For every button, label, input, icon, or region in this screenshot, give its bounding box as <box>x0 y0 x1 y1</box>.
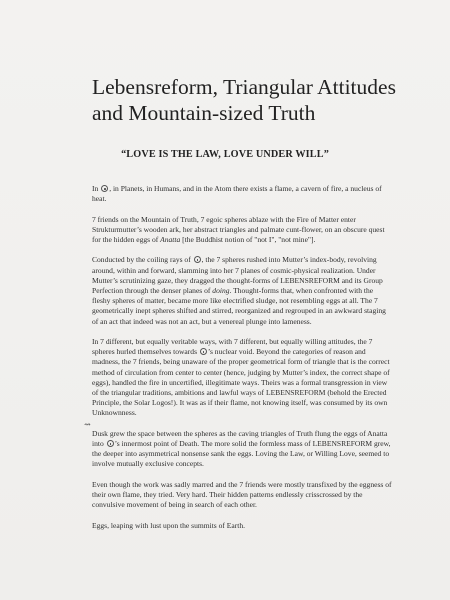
paragraph-5: Dusk grew the space between the spheres as the caving triangles of Truth flung the eggs of Anatta into ’s innermost point of Death. The more solid the formless mass of LEBENSREFORM grew, the deeper into asymmetrical nonsense sank the eggs. Loving the Law, or Willing Love, seemed to involve mutually exclusive concepts. <box>92 428 391 469</box>
sun-icon <box>194 256 201 263</box>
paragraph-3: Conducted by the coiling rays of , the 7 spheres rushed into Mutter’s index-body, revolving around, within and forward, slamming into her 7 planes of cosmic-physical realization. Under Mutter’s scrutinizing gaze, they dragged the thought-forms of LEBENSREFORM and its Group Perfection through the denser planes of doing. Thought-forms that, when confronted with the fleshy spheres of matter, became more like electrified sludge, not resembling eggs at all. The 7 geometrically inept spheres shifted and stirred, reorganized and regrouped in an awkward staging of an act that indeed was not an act, but a venereal plunge into lameness. <box>92 255 386 326</box>
sun-icon <box>107 440 114 447</box>
paragraph-1: In , in Planets, in Humans, and in the Atom there exists a flame, a cavern of fire, a nucleus of heat. <box>92 184 382 204</box>
sun-icon <box>101 185 108 192</box>
document-title: Lebensreform, Triangular Attitudes and Mountain-sized Truth <box>92 75 396 125</box>
paragraph-4: In 7 different, but equally veritable ways, with 7 different, but equally willing attitudes, the 7 spheres hurled themselves towards ’s nuclear void. Beyond the categories of reason and madness, the 7 friends, being unaware of the proper geometrical form of triangle that is the correct method of circulation from center to center (hence, judging by Mutter’s index, the correct shape of eggs), handled the fire in uncertified, illegitimate ways. Theirs was a formal transgression in view of the triangular traditions, ambitions and lawful ways of LEBENSREFORM (behold the Erected Principle, the Solar Logos!). It was as if their flame, not knowing itself, was consumed by its own Unknownness. <box>92 337 390 418</box>
paragraph-6: Even though the work was sadly marred and the 7 friends were mostly transfixed by the eggness of their own flame, they tried. Very hard. Their hidden patterns endlessly crisscrossed by the convulsive movement of being in search of each other. <box>92 479 392 510</box>
paragraph-2: 7 friends on the Mountain of Truth, 7 egoic spheres ablaze with the Fire of Matter enter Strukturmutter’s wooden ark, her abstract triangles and palmate cunt-flower, on an obscure quest for the hidden eggs of Anatta [the Buddhist notion of "not I", "not mine"]. <box>92 214 385 244</box>
document-body <box>92 184 392 541</box>
sun-icon <box>200 348 207 355</box>
document-subtitle: “LOVE IS THE LAW, LOVE UNDER WILL” <box>121 149 329 160</box>
paragraph-7: Eggs, leaping with lust upon the summits of Earth. <box>92 520 246 530</box>
arrow-right-icon: ⇝ <box>84 420 91 429</box>
